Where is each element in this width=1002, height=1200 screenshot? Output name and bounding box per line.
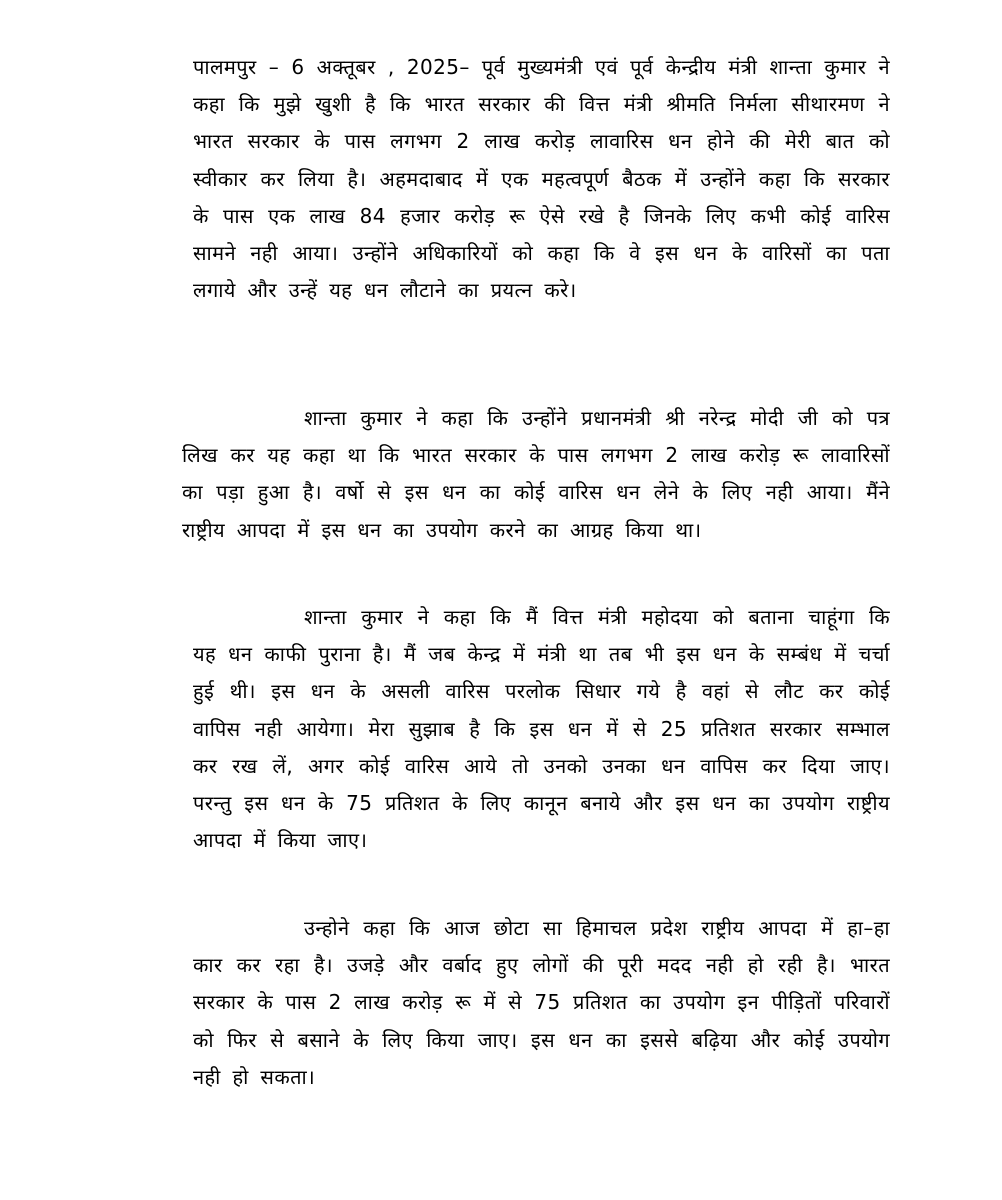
paragraph-1: पालमपुर – 6 अक्तूबर , 2025– पूर्व मुख्यमंत्री एवं पूर्व केन्द्रीय मंत्री शान्ता कुमार ने कहा कि मुझे खुशी है कि भारत सरकार की वित्त मंत्री श्रीमति निर्मला सीथारमण ने भारत सरकार के पास लगभग 2 लाख करोड़ लावारिस धन होने की मेरी बात को स्वीकार कर लिया है। अहमदाबाद में एक महत्वपूर्ण बैठक में उन्होंने कहा कि सरकार के पास एक लाख 84 हजार करोड़ रू ऐसे रखे है जिनके लिए कभी कोई वारिस सामने नही आया। उन्होंने अधिकारियों को कहा कि वे इस धन के वारिसों का पता लगाये और उन्हें यह धन लौटाने का प्रयत्न करे। [193, 55, 890, 303]
paragraph-4: उन्होने कहा कि आज छोटा सा हिमाचल प्रदेश राष्ट्रीय आपदा में हा–हा कार कर रहा है। उजड़े और वर्बाद हुए लोगों की पूरी मदद नही हो रही है। भारत सरकार के पास 2 लाख करोड़ रू में से 75 प्रतिशत का उपयोग इन पीड़ितों परिवारों को फिर से बसाने के लिए किया जाए। इस धन का इससे बढ़िया और कोई उपयोग नही हो सकता। [193, 916, 890, 1089]
paragraph-3: शान्ता कुमार ने कहा कि मैं वित्त मंत्री महोदया को बताना चाहूंगा कि यह धन काफी पुराना है। मैं जब केन्द्र में मंत्री था तब भी इस धन के सम्बंध में चर्चा हुई थी। इस धन के असली वारिस परलोक सिधार गये है वहां से लौट कर कोई वापिस नही आयेगा। मेरा सुझाब है कि इस धन में से 25 प्रतिशत सरकार सम्भाल कर रख लें, अगर कोई वारिस आये तो उनको उनका धन वापिस कर दिया जाए। परन्तु इस धन के 75 प्रतिशत के लिए कानून बनाये और इस धन का उपयोग राष्ट्रीय आपदा में किया जाए। [193, 605, 890, 853]
paragraph-2: शान्ता कुमार ने कहा कि उन्होंने प्रधानमंत्री श्री नरेन्द्र मोदी जी को पत्र लिख कर यह कहा था कि भारत सरकार के पास लगभग 2 लाख करोड़ रू लावारिसों का पड़ा हुआ है। वर्षो से इस धन का कोई वारिस धन लेने के लिए नही आया। मैंने राष्ट्रीय आपदा में इस धन का उपयोग करने का आग्रह किया था। [182, 406, 890, 542]
